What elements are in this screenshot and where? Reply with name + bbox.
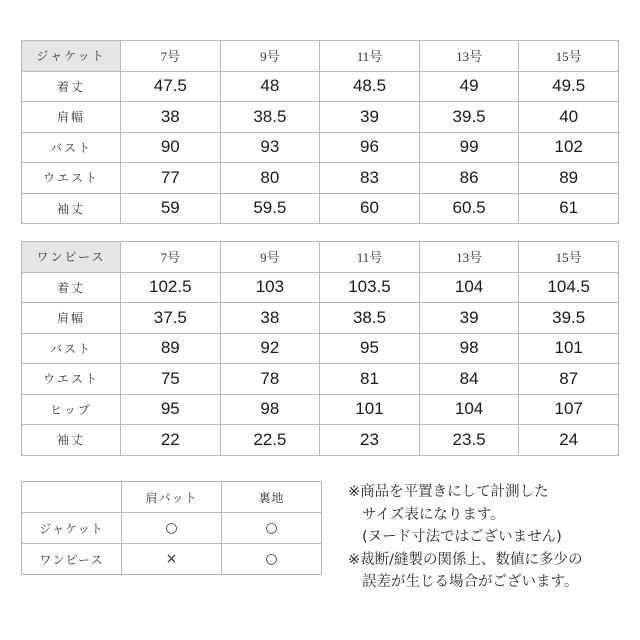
table-row: [22, 272, 619, 303]
note-line: ※裁断/縫製の関係上、数値に多少の: [348, 551, 583, 568]
size-header: 13号: [419, 41, 519, 72]
table-title: ワンピース: [22, 242, 121, 273]
table-cell: 96: [320, 132, 420, 163]
note-line: ※商品を平置きにして計測した: [348, 484, 549, 500]
options-table: [21, 481, 322, 575]
table-cell: 81: [320, 364, 420, 395]
table-cell: 90: [121, 132, 221, 163]
size-header: 15号: [519, 41, 619, 72]
empty-header-cell: [22, 482, 122, 513]
table-cell: 78: [220, 364, 320, 395]
size-header: 7号: [121, 242, 221, 273]
table-cell: 102: [519, 132, 619, 163]
table-cell: 47.5: [121, 71, 221, 102]
table-cell: 23: [320, 425, 420, 456]
size-header: 9号: [220, 242, 320, 273]
table-cell: 104.5: [519, 272, 619, 303]
column-header: 肩パット: [122, 482, 222, 513]
table-cell: 84: [419, 364, 519, 395]
table-cell: 61: [519, 193, 619, 224]
table-title: ジャケット: [22, 41, 121, 72]
onepiece-size-table: [21, 241, 619, 456]
size-header: 9号: [220, 41, 320, 72]
table-row: [22, 394, 619, 425]
row-label: 肩幅: [22, 303, 121, 334]
table-cell: 104: [419, 394, 519, 425]
table-cell: ×: [122, 544, 222, 575]
table-row: [22, 71, 619, 102]
table-row: [22, 364, 619, 395]
table-cell: 59.5: [220, 193, 320, 224]
size-header: 11号: [320, 242, 420, 273]
table-cell: 83: [320, 163, 420, 194]
table-cell: 99: [419, 132, 519, 163]
table-cell: 24: [519, 425, 619, 456]
table-cell: 89: [519, 163, 619, 194]
table-cell: 98: [220, 394, 320, 425]
size-header: 15号: [519, 242, 619, 273]
table-cell: 48: [220, 71, 320, 102]
table-cell: 38: [121, 102, 221, 133]
table-cell: 38: [220, 303, 320, 334]
note-line: (ヌード寸法ではございません): [362, 529, 562, 545]
row-label: バスト: [22, 333, 121, 364]
note-line: 誤差が生じる場合がございます。: [362, 574, 579, 590]
table-cell: 95: [121, 394, 221, 425]
table-cell: 22: [121, 425, 221, 456]
size-header: 7号: [121, 41, 221, 72]
table-cell: ○: [222, 544, 322, 575]
column-header: 裏地: [222, 482, 322, 513]
table-cell: 49.5: [519, 71, 619, 102]
row-label: バスト: [22, 132, 121, 163]
table-cell: 39: [419, 303, 519, 334]
row-label: 袖丈: [22, 425, 121, 456]
table-cell: 48.5: [320, 71, 420, 102]
table-row: [22, 544, 322, 575]
table-cell: 101: [519, 333, 619, 364]
table-cell: 39.5: [519, 303, 619, 334]
table-cell: 103.5: [320, 272, 420, 303]
table-row: [22, 102, 619, 133]
table-header-row: [22, 242, 619, 273]
table-row: [22, 513, 322, 544]
table-cell: 95: [320, 333, 420, 364]
size-header: 11号: [320, 41, 420, 72]
table-cell: 75: [121, 364, 221, 395]
table-cell: 38.5: [220, 102, 320, 133]
table-row: [22, 132, 619, 163]
table-cell: 60: [320, 193, 420, 224]
row-label: 肩幅: [22, 102, 121, 133]
table-cell: 101: [320, 394, 420, 425]
row-label: ヒップ: [22, 394, 121, 425]
table-row: [22, 163, 619, 194]
table-cell: 39: [320, 102, 420, 133]
table-cell: 80: [220, 163, 320, 194]
table-cell: 38.5: [320, 303, 420, 334]
row-label: ジャケット: [22, 513, 122, 544]
row-label: ウエスト: [22, 364, 121, 395]
row-label: 袖丈: [22, 193, 121, 224]
table-header-row: [22, 41, 619, 72]
table-cell: 104: [419, 272, 519, 303]
table-cell: 92: [220, 333, 320, 364]
table-cell: 87: [519, 364, 619, 395]
table-cell: 22.5: [220, 425, 320, 456]
measurement-notes: [348, 481, 638, 594]
table-cell: 39.5: [419, 102, 519, 133]
row-label: ウエスト: [22, 163, 121, 194]
jacket-size-table: [21, 40, 619, 224]
row-label: ワンピース: [22, 544, 122, 575]
table-row: [22, 303, 619, 334]
table-cell: 86: [419, 163, 519, 194]
table-cell: 103: [220, 272, 320, 303]
size-header: 13号: [419, 242, 519, 273]
table-cell: 49: [419, 71, 519, 102]
table-cell: 40: [519, 102, 619, 133]
table-cell: 93: [220, 132, 320, 163]
table-cell: 60.5: [419, 193, 519, 224]
table-cell: 98: [419, 333, 519, 364]
table-cell: ○: [222, 513, 322, 544]
table-cell: ○: [122, 513, 222, 544]
table-row: [22, 425, 619, 456]
table-cell: 59: [121, 193, 221, 224]
note-line: サイズ表になります。: [362, 506, 505, 523]
row-label: 着丈: [22, 272, 121, 303]
table-row: [22, 193, 619, 224]
table-cell: 107: [519, 394, 619, 425]
table-row: [22, 333, 619, 364]
row-label: 着丈: [22, 71, 121, 102]
table-cell: 89: [121, 333, 221, 364]
table-header-row: [22, 482, 322, 513]
table-cell: 23.5: [419, 425, 519, 456]
table-cell: 37.5: [121, 303, 221, 334]
table-cell: 77: [121, 163, 221, 194]
table-cell: 102.5: [121, 272, 221, 303]
